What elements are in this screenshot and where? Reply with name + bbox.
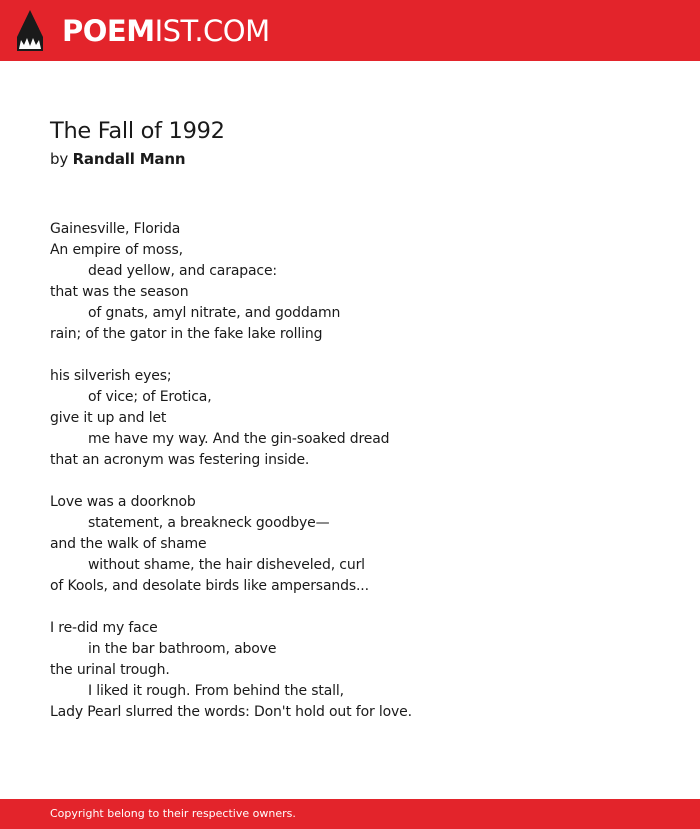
poem-line: Gainesville, Florida	[50, 221, 181, 237]
site-header	[0, 0, 700, 61]
poem-title: The Fall of 1992	[50, 118, 225, 144]
byline	[50, 149, 185, 169]
stanza	[50, 618, 670, 723]
author-name: Randall Mann	[72, 150, 186, 168]
poem-line: give it up and let	[50, 410, 167, 426]
poem-line: that was the season	[50, 284, 189, 300]
site-logo[interactable]	[62, 13, 270, 49]
poem-line: I re-did my face	[50, 620, 158, 636]
site-footer	[0, 799, 700, 829]
stanza	[50, 492, 670, 597]
poem-line: his silverish eyes;	[50, 368, 172, 384]
poem-line: statement, a breakneck goodbye—	[88, 515, 330, 531]
poem-line: of Kools, and desolate birds like ampersands...	[50, 578, 369, 594]
poem-line: and the walk of shame	[50, 536, 207, 552]
stanza	[50, 219, 670, 345]
poem-line: of gnats, amyl nitrate, and goddamn	[88, 305, 341, 321]
poem-line: rain; of the gator in the fake lake rolling	[50, 326, 323, 342]
poem-line: An empire of moss,	[50, 242, 183, 258]
poem-line: that an acronym was festering inside.	[50, 452, 310, 468]
poem-line: in the bar bathroom, above	[88, 641, 277, 657]
logo-text-light: IST.COM	[154, 14, 270, 48]
poem-line: Lady Pearl slurred the words: Don't hold out for love.	[50, 704, 412, 720]
stanza	[50, 366, 670, 471]
copyright-text: Copyright belong to their respective owners.	[50, 807, 296, 820]
pencil-icon[interactable]	[17, 10, 43, 51]
poem-line: dead yellow, and carapace:	[88, 263, 278, 279]
poem-line: without shame, the hair disheveled, curl	[88, 557, 365, 573]
by-label: by	[50, 150, 68, 168]
poem-line: I liked it rough. From behind the stall,	[88, 683, 344, 699]
poem-line: the urinal trough.	[50, 662, 170, 678]
poem-line: of vice; of Erotica,	[88, 389, 212, 405]
poem-line: me have my way. And the gin-soaked dread	[88, 431, 390, 447]
poem-body	[50, 219, 670, 744]
poem-line: Love was a doorknob	[50, 494, 196, 510]
logo-text-bold: POEM	[62, 14, 155, 48]
